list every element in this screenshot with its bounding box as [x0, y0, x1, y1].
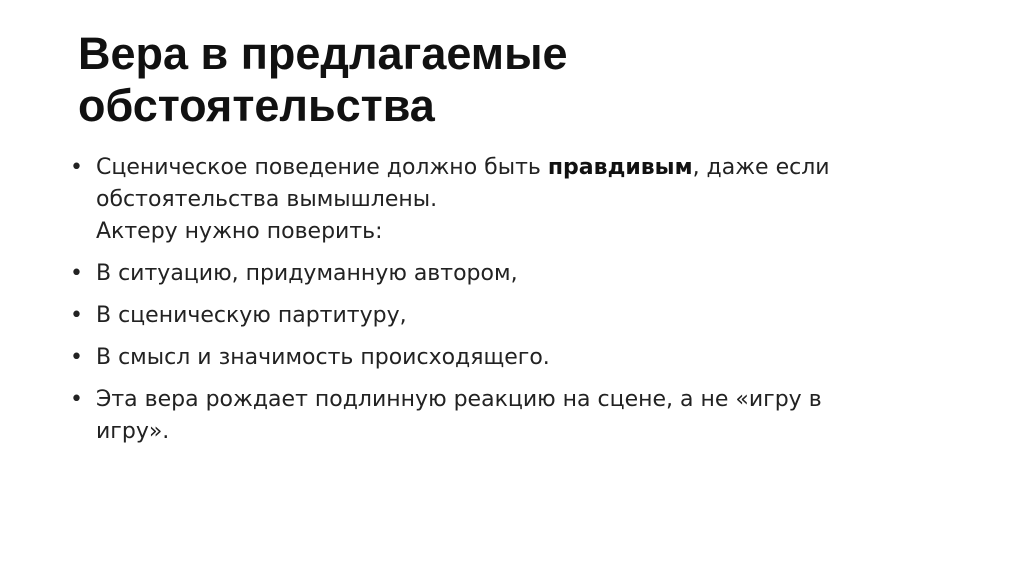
bullet-marker: • — [70, 345, 83, 370]
bullet-marker: • — [70, 261, 83, 286]
bullet-marker: • — [70, 387, 83, 412]
bullet-5-line-1: Эта вера рождает подлинную реакцию на сцене, а не «игру в — [96, 387, 822, 412]
bullet-item-5 — [70, 384, 950, 448]
bullet-marker: • — [70, 155, 83, 180]
bullet-1-text-start: Сценическое поведение должно быть — [96, 155, 548, 180]
bullet-item-1 — [70, 152, 950, 248]
slide-title-line-1: Вера в предлагаемые — [78, 28, 568, 79]
slide-title-line-2: обстоятельства — [78, 80, 435, 131]
bullet-marker: • — [70, 303, 83, 328]
bullet-2-text: В ситуацию, придуманную автором, — [96, 261, 518, 286]
bullet-1-line-1 — [96, 152, 950, 184]
bullet-list — [70, 152, 950, 458]
bullet-1-line-3: Актеру нужно поверить: — [96, 219, 383, 244]
bullet-item-4 — [70, 342, 950, 374]
bullet-item-3 — [70, 300, 950, 332]
bullet-item-2 — [70, 258, 950, 290]
bullet-5-line-2: игру». — [96, 419, 170, 444]
bullet-1-text-end: , даже если — [692, 155, 830, 180]
bullet-1-bold-word: правдивым — [547, 155, 693, 180]
bullet-1-line-2: обстоятельства вымышлены. — [96, 187, 438, 212]
bullet-3-text: В сценическую партитуру, — [96, 303, 407, 328]
slide-title — [78, 28, 958, 132]
bullet-4-text: В смысл и значимость происходящего. — [96, 345, 550, 370]
